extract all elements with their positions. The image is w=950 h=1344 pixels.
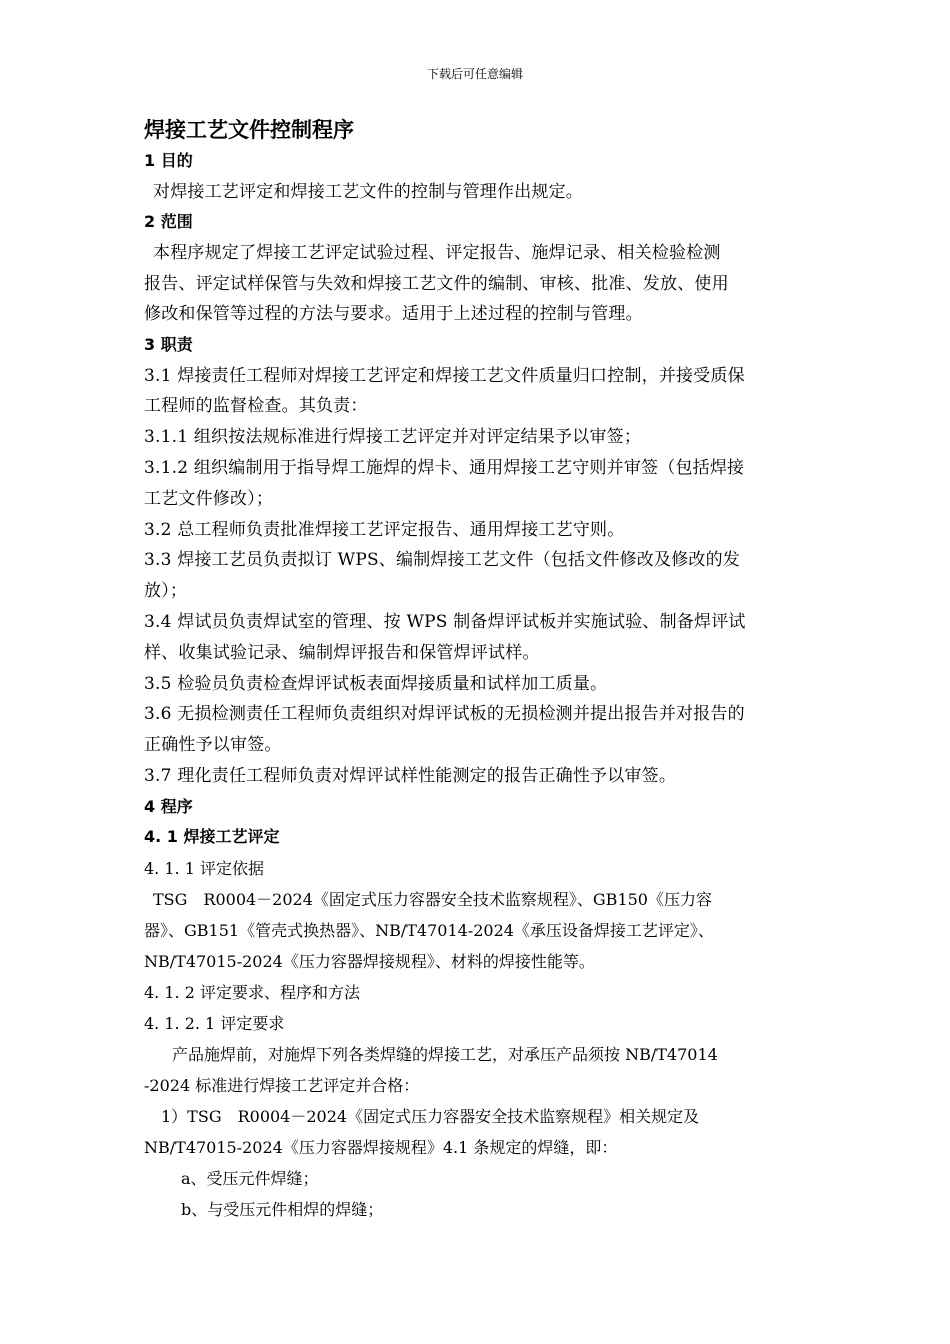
section-heading-scope: 2 范围: [144, 212, 193, 232]
paragraph-line: 正确性予以审签。: [144, 735, 282, 756]
document-body: [144, 114, 820, 1225]
paragraph-line: 修改和保管等过程的方法与要求。适用于上述过程的控制与管理。: [144, 304, 643, 325]
list-item-line: NB/T47015-2024《压力容器焊接规程》4.1 条规定的焊缝，即：: [144, 1137, 618, 1157]
section-heading-purpose: 1 目的: [144, 151, 193, 170]
clause-line: 4. 1. 2 评定要求、程序和方法: [144, 982, 360, 1002]
paragraph-line: 工程师的监督检查。其负责：: [144, 396, 368, 417]
paragraph-purpose: 对焊接工艺评定和焊接工艺文件的控制与管理作出规定。: [153, 181, 583, 202]
page-header: 下载后可任意编辑: [426, 67, 523, 81]
paragraph-line: 3.2 总工程师负责批准焊接工艺评定报告、通用焊接工艺守则。: [144, 519, 625, 540]
paragraph-line: 器》、GB151《管壳式换热器》、NB/T47014-2024《承压设备焊接工艺评定》、: [144, 920, 714, 940]
paragraph-line: 本程序规定了焊接工艺评定试验过程、评定报告、施焊记录、相关检验检测: [153, 242, 721, 263]
paragraph-line: 3.4 焊试员负责焊试室的管理、按 WPS 制备焊评试板并实施试验、制备焊评试: [144, 612, 746, 633]
paragraph-line: TSG R0004－2024《固定式压力容器安全技术监察规程》、GB150《压力容: [153, 889, 712, 909]
paragraph-line: 放）；: [144, 581, 188, 602]
paragraph-line: 产品施焊前，对施焊下列各类焊缝的焊接工艺，对承压产品须按 NB/T47014: [172, 1044, 718, 1064]
clause-line: 4. 1. 2. 1 评定要求: [144, 1013, 285, 1033]
paragraph-line: 3.1.2 组织编制用于指导焊工施焊的焊卡、通用焊接工艺守则并审签（包括焊接: [144, 458, 745, 479]
clause-line: 4. 1. 1 评定依据: [144, 858, 264, 878]
paragraph-line: 工艺文件修改）；: [144, 488, 274, 509]
list-item-line: 1）TSG R0004－2024《固定式压力容器安全技术监察规程》相关规定及: [161, 1106, 700, 1126]
list-item-line: a、受压元件焊缝；: [181, 1168, 319, 1188]
paragraph-line: NB/T47015-2024《压力容器焊接规程》、材料的焊接性能等。: [144, 951, 595, 971]
paragraph-line: 3.7 理化责任工程师负责对焊评试样性能测定的报告正确性予以审签。: [144, 766, 677, 787]
paragraph-line: 3.3 焊接工艺员负责拟订 WPS、编制焊接工艺文件（包括文件修改及修改的发: [144, 550, 740, 571]
paragraph-line: 3.5 检验员负责检查焊评试板表面焊接质量和试样加工质量。: [144, 673, 608, 694]
paragraph-line: 报告、评定试样保管与失效和焊接工艺文件的编制、审核、批准、发放、使用: [144, 273, 729, 294]
list-item-line: b、与受压元件相焊的焊缝；: [181, 1199, 384, 1219]
paragraph-line: 3.1.1 组织按法规标准进行焊接工艺评定并对评定结果予以审签；: [144, 427, 642, 448]
paragraph-line: 3.1 焊接责任工程师对焊接工艺评定和焊接工艺文件质量归口控制，并接受质保: [144, 365, 745, 386]
section-heading-procedure: 4 程序: [144, 796, 193, 816]
section-heading-responsibilities: 3 职责: [144, 335, 193, 355]
subsection-heading-wps-qualification: 4. 1 焊接工艺评定: [144, 827, 280, 847]
document-title: 焊接工艺文件控制程序: [144, 118, 354, 142]
paragraph-line: -2024 标准进行焊接工艺评定并合格：: [144, 1075, 420, 1095]
paragraph-line: 样、收集试验记录、编制焊评报告和保管焊评试样。: [144, 642, 540, 663]
paragraph-line: 3.6 无损检测责任工程师负责组织对焊评试板的无损检测并提出报告并对报告的: [144, 704, 745, 725]
